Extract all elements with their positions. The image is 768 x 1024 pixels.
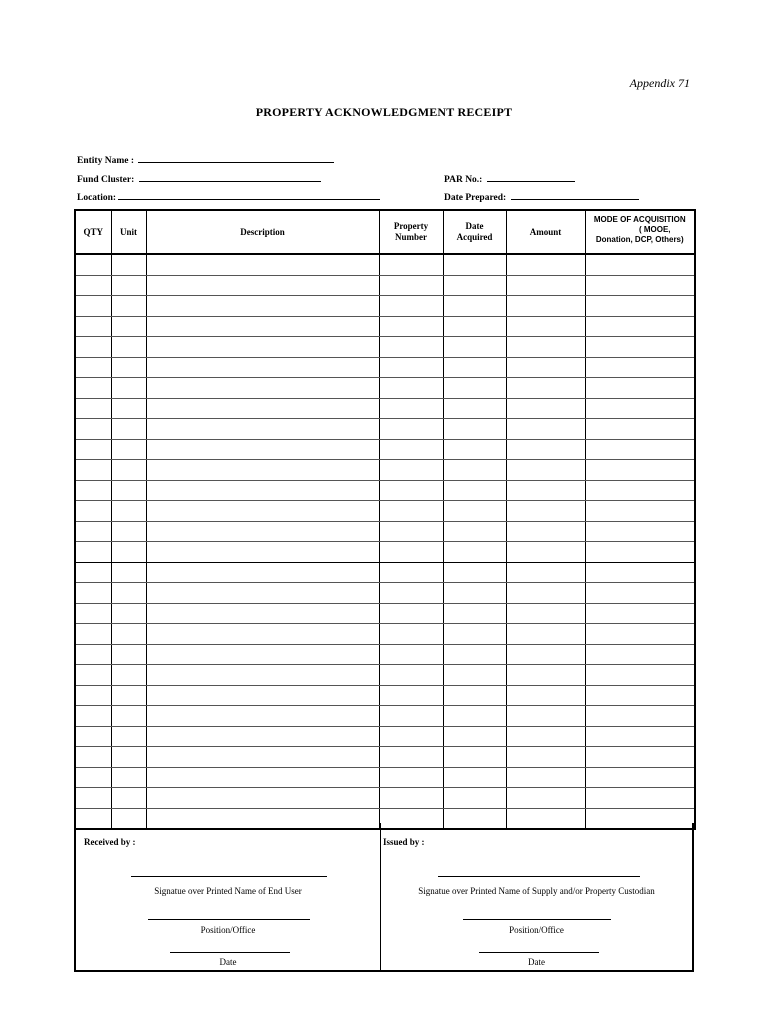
received-position-caption: Position/Office <box>200 925 256 935</box>
date-acquired-cell[interactable] <box>443 275 506 296</box>
page-title: PROPERTY ACKNOWLEDGMENT RECEIPT <box>255 105 513 119</box>
table-body <box>75 254 695 829</box>
unit-cell[interactable] <box>111 562 146 583</box>
table-row <box>75 296 695 317</box>
issued-position-caption: Position/Office <box>509 925 564 935</box>
description-cell[interactable] <box>146 357 379 378</box>
unit-cell[interactable] <box>111 665 146 686</box>
property-number-cell[interactable] <box>379 316 443 337</box>
qty-cell[interactable] <box>75 788 111 809</box>
entity-name-line[interactable] <box>138 153 334 163</box>
mode-of-acquisition-header: MODE OF ACQUISITION ( MOOE, Donation, DCP, Others) <box>585 210 695 254</box>
qty-cell[interactable] <box>75 665 111 686</box>
table-row <box>75 460 695 481</box>
amount-cell[interactable] <box>506 460 585 481</box>
unit-cell[interactable] <box>111 460 146 481</box>
qty-cell[interactable] <box>75 685 111 706</box>
date-acquired-cell[interactable] <box>443 644 506 665</box>
description-cell[interactable] <box>146 460 379 481</box>
mode-of-acquisition-cell[interactable] <box>585 644 695 665</box>
unit-cell[interactable] <box>111 439 146 460</box>
table-row <box>75 439 695 460</box>
mode-of-acquisition-cell[interactable] <box>585 583 695 604</box>
unit-cell[interactable] <box>111 398 146 419</box>
issued-signature-line[interactable] <box>438 876 640 877</box>
property-number-cell[interactable] <box>379 747 443 768</box>
amount-cell[interactable] <box>506 521 585 542</box>
qty-cell[interactable] <box>75 624 111 645</box>
mode-of-acquisition-cell[interactable] <box>585 439 695 460</box>
unit-cell[interactable] <box>111 378 146 399</box>
unit-cell[interactable] <box>111 726 146 747</box>
mode-of-acquisition-cell[interactable] <box>585 357 695 378</box>
unit-cell[interactable] <box>111 747 146 768</box>
description-cell[interactable] <box>146 254 379 275</box>
qty-cell[interactable] <box>75 357 111 378</box>
date-acquired-cell[interactable] <box>443 296 506 317</box>
table-row <box>75 357 695 378</box>
table-row <box>75 337 695 358</box>
date-prepared-line[interactable] <box>511 190 639 200</box>
description-cell[interactable] <box>146 296 379 317</box>
amount-cell[interactable] <box>506 254 585 275</box>
table-row <box>75 316 695 337</box>
par-no-field <box>444 172 575 185</box>
description-cell[interactable] <box>146 275 379 296</box>
unit-cell[interactable] <box>111 419 146 440</box>
qty-cell[interactable] <box>75 501 111 522</box>
description-header: Description <box>146 210 379 254</box>
table-row <box>75 747 695 768</box>
table-row <box>75 767 695 788</box>
table-row <box>75 521 695 542</box>
property-number-cell[interactable] <box>379 706 443 727</box>
property-number-cell[interactable] <box>379 378 443 399</box>
amount-cell[interactable] <box>506 296 585 317</box>
description-cell[interactable] <box>146 419 379 440</box>
property-number-cell[interactable] <box>379 419 443 440</box>
amount-cell[interactable] <box>506 624 585 645</box>
qty-cell[interactable] <box>75 460 111 481</box>
unit-cell[interactable] <box>111 254 146 275</box>
qty-cell[interactable] <box>75 378 111 399</box>
mode-of-acquisition-cell[interactable] <box>585 767 695 788</box>
received-date-line[interactable] <box>170 952 290 953</box>
qty-cell[interactable] <box>75 747 111 768</box>
received-signature-line[interactable] <box>131 876 327 877</box>
unit-cell[interactable] <box>111 480 146 501</box>
mode-of-acquisition-cell[interactable] <box>585 685 695 706</box>
received-position-line[interactable] <box>148 919 310 920</box>
unit-cell[interactable] <box>111 583 146 604</box>
mode-of-acquisition-cell[interactable] <box>585 726 695 747</box>
qty-cell[interactable] <box>75 521 111 542</box>
date-acquired-cell[interactable] <box>443 542 506 563</box>
qty-cell[interactable] <box>75 480 111 501</box>
issued-date-caption: Date <box>528 957 545 967</box>
property-number-cell[interactable] <box>379 501 443 522</box>
property-number-cell[interactable] <box>379 767 443 788</box>
description-cell[interactable] <box>146 501 379 522</box>
mode-of-acquisition-cell[interactable] <box>585 562 695 583</box>
property-number-cell[interactable] <box>379 726 443 747</box>
date-acquired-cell[interactable] <box>443 747 506 768</box>
description-cell[interactable] <box>146 583 379 604</box>
date-acquired-cell[interactable] <box>443 685 506 706</box>
amount-cell[interactable] <box>506 337 585 358</box>
fund-cluster-field <box>77 172 321 185</box>
qty-cell[interactable] <box>75 583 111 604</box>
date-acquired-cell[interactable] <box>443 480 506 501</box>
amount-cell[interactable] <box>506 788 585 809</box>
date-acquired-cell[interactable] <box>443 665 506 686</box>
date-acquired-cell[interactable] <box>443 521 506 542</box>
property-number-cell[interactable] <box>379 439 443 460</box>
amount-cell[interactable] <box>506 501 585 522</box>
description-cell[interactable] <box>146 747 379 768</box>
received-date-caption: Date <box>219 957 237 967</box>
description-cell[interactable] <box>146 521 379 542</box>
mode-of-acquisition-cell[interactable] <box>585 254 695 275</box>
mode-of-acquisition-cell[interactable] <box>585 275 695 296</box>
table-row <box>75 275 695 296</box>
items-table <box>74 209 696 830</box>
unit-cell[interactable] <box>111 275 146 296</box>
amount-cell[interactable] <box>506 665 585 686</box>
unit-cell[interactable] <box>111 706 146 727</box>
mode-of-acquisition-cell[interactable] <box>585 603 695 624</box>
appendix-label: Appendix 71 <box>629 76 690 90</box>
received-by-panel <box>76 823 381 970</box>
received-by-label: Received by : <box>84 837 136 847</box>
date-acquired-cell[interactable] <box>443 603 506 624</box>
description-cell[interactable] <box>146 685 379 706</box>
table-row <box>75 419 695 440</box>
qty-cell[interactable] <box>75 254 111 275</box>
property-number-cell[interactable] <box>379 357 443 378</box>
table-row <box>75 603 695 624</box>
property-number-cell[interactable] <box>379 480 443 501</box>
amount-cell[interactable] <box>506 767 585 788</box>
property-number-cell[interactable] <box>379 788 443 809</box>
unit-cell[interactable] <box>111 521 146 542</box>
amount-cell[interactable] <box>506 439 585 460</box>
qty-cell[interactable] <box>75 726 111 747</box>
table-row <box>75 378 695 399</box>
table-row <box>75 254 695 275</box>
table-row <box>75 583 695 604</box>
unit-cell[interactable] <box>111 603 146 624</box>
description-cell[interactable] <box>146 337 379 358</box>
unit-cell[interactable] <box>111 316 146 337</box>
qty-cell[interactable] <box>75 337 111 358</box>
amount-cell[interactable] <box>506 480 585 501</box>
mode-of-acquisition-cell[interactable] <box>585 521 695 542</box>
mode-of-acquisition-cell[interactable] <box>585 501 695 522</box>
property-number-cell[interactable] <box>379 521 443 542</box>
fund-cluster-line[interactable] <box>139 172 321 182</box>
mode-of-acquisition-cell[interactable] <box>585 337 695 358</box>
issued-signature-caption: Signatue over Printed Name of Supply and/or Property Custodian <box>418 886 655 896</box>
property-number-cell[interactable] <box>379 296 443 317</box>
qty-cell[interactable] <box>75 398 111 419</box>
mode-of-acquisition-cell[interactable] <box>585 788 695 809</box>
unit-header: Unit <box>111 210 146 254</box>
location-label: Location: <box>77 193 117 203</box>
table-row <box>75 542 695 563</box>
table-row <box>75 788 695 809</box>
description-cell[interactable] <box>146 439 379 460</box>
date-acquired-cell[interactable] <box>443 378 506 399</box>
property-number-cell[interactable] <box>379 644 443 665</box>
table-row <box>75 726 695 747</box>
description-cell[interactable] <box>146 316 379 337</box>
qty-cell[interactable] <box>75 603 111 624</box>
property-number-cell[interactable] <box>379 665 443 686</box>
property-number-cell[interactable] <box>379 275 443 296</box>
unit-cell[interactable] <box>111 357 146 378</box>
mode-of-acquisition-cell[interactable] <box>585 747 695 768</box>
table-row <box>75 665 695 686</box>
description-cell[interactable] <box>146 624 379 645</box>
issued-position-line[interactable] <box>463 919 611 920</box>
date-acquired-cell[interactable] <box>443 419 506 440</box>
date-acquired-cell[interactable] <box>443 767 506 788</box>
table-row <box>75 501 695 522</box>
unit-cell[interactable] <box>111 296 146 317</box>
property-number-cell[interactable] <box>379 583 443 604</box>
entity-name-label: Entity Name : <box>77 156 134 166</box>
unit-cell[interactable] <box>111 542 146 563</box>
qty-cell[interactable] <box>75 419 111 440</box>
amount-cell[interactable] <box>506 542 585 563</box>
amount-cell[interactable] <box>506 583 585 604</box>
description-cell[interactable] <box>146 644 379 665</box>
date-acquired-cell[interactable] <box>443 337 506 358</box>
property-number-header: Property Number <box>379 210 443 254</box>
description-cell[interactable] <box>146 480 379 501</box>
qty-cell[interactable] <box>75 706 111 727</box>
signature-section <box>74 823 694 972</box>
table-header-row <box>75 210 695 254</box>
description-cell[interactable] <box>146 603 379 624</box>
fund-cluster-label: Fund Cluster: <box>77 175 135 185</box>
property-number-cell[interactable] <box>379 542 443 563</box>
mode-of-acquisition-cell[interactable] <box>585 480 695 501</box>
property-number-cell[interactable] <box>379 562 443 583</box>
amount-cell[interactable] <box>506 747 585 768</box>
description-cell[interactable] <box>146 378 379 399</box>
amount-cell[interactable] <box>506 419 585 440</box>
location-field <box>77 190 380 203</box>
table-row <box>75 480 695 501</box>
mode-of-acquisition-cell[interactable] <box>585 460 695 481</box>
mode-of-acquisition-cell[interactable] <box>585 624 695 645</box>
issued-by-label: Issued by : <box>383 837 425 847</box>
par-no-line[interactable] <box>487 172 575 182</box>
mode-of-acquisition-cell[interactable] <box>585 398 695 419</box>
date-prepared-field <box>444 190 639 203</box>
qty-cell[interactable] <box>75 644 111 665</box>
table-row <box>75 706 695 727</box>
mode-of-acquisition-cell[interactable] <box>585 665 695 686</box>
unit-cell[interactable] <box>111 624 146 645</box>
property-number-cell[interactable] <box>379 624 443 645</box>
amount-cell[interactable] <box>506 275 585 296</box>
date-acquired-cell[interactable] <box>443 460 506 481</box>
issued-date-line[interactable] <box>479 952 599 953</box>
mode-of-acquisition-cell[interactable] <box>585 419 695 440</box>
amount-cell[interactable] <box>506 603 585 624</box>
property-number-cell[interactable] <box>379 460 443 481</box>
date-prepared-label: Date Prepared: <box>444 193 507 203</box>
qty-cell[interactable] <box>75 542 111 563</box>
unit-cell[interactable] <box>111 644 146 665</box>
mode-of-acquisition-cell[interactable] <box>585 378 695 399</box>
date-acquired-cell[interactable] <box>443 583 506 604</box>
entity-name-field <box>77 153 334 166</box>
property-number-cell[interactable] <box>379 685 443 706</box>
unit-cell[interactable] <box>111 767 146 788</box>
property-number-cell[interactable] <box>379 337 443 358</box>
description-cell[interactable] <box>146 726 379 747</box>
amount-cell[interactable] <box>506 685 585 706</box>
amount-cell[interactable] <box>506 398 585 419</box>
description-cell[interactable] <box>146 788 379 809</box>
property-number-cell[interactable] <box>379 603 443 624</box>
mode-of-acquisition-cell[interactable] <box>585 542 695 563</box>
date-acquired-cell[interactable] <box>443 624 506 645</box>
table-row <box>75 624 695 645</box>
amount-cell[interactable] <box>506 357 585 378</box>
date-acquired-cell[interactable] <box>443 706 506 727</box>
date-acquired-cell[interactable] <box>443 398 506 419</box>
issued-by-panel <box>381 823 692 970</box>
description-cell[interactable] <box>146 398 379 419</box>
date-acquired-cell[interactable] <box>443 501 506 522</box>
location-line[interactable] <box>118 190 380 200</box>
qty-cell[interactable] <box>75 562 111 583</box>
unit-cell[interactable] <box>111 337 146 358</box>
qty-cell[interactable] <box>75 296 111 317</box>
amount-cell[interactable] <box>506 378 585 399</box>
description-cell[interactable] <box>146 542 379 563</box>
property-number-cell[interactable] <box>379 398 443 419</box>
qty-cell[interactable] <box>75 767 111 788</box>
table-row <box>75 644 695 665</box>
description-cell[interactable] <box>146 706 379 727</box>
table-row <box>75 685 695 706</box>
date-acquired-cell[interactable] <box>443 254 506 275</box>
description-cell[interactable] <box>146 665 379 686</box>
unit-cell[interactable] <box>111 685 146 706</box>
table-row <box>75 398 695 419</box>
received-signature-caption: Signatue over Printed Name of End User <box>154 886 302 896</box>
amount-cell[interactable] <box>506 726 585 747</box>
par-no-label: PAR No.: <box>444 175 483 185</box>
amount-cell[interactable] <box>506 644 585 665</box>
qty-cell[interactable] <box>75 316 111 337</box>
mode-of-acquisition-cell[interactable] <box>585 296 695 317</box>
date-acquired-cell[interactable] <box>443 439 506 460</box>
unit-cell[interactable] <box>111 501 146 522</box>
table-row <box>75 562 695 583</box>
qty-cell[interactable] <box>75 275 111 296</box>
date-acquired-cell[interactable] <box>443 316 506 337</box>
qty-cell[interactable] <box>75 439 111 460</box>
description-cell[interactable] <box>146 767 379 788</box>
property-number-cell[interactable] <box>379 254 443 275</box>
date-acquired-header: Date Acquired <box>443 210 506 254</box>
mode-of-acquisition-cell[interactable] <box>585 316 695 337</box>
date-acquired-cell[interactable] <box>443 357 506 378</box>
description-cell[interactable] <box>146 562 379 583</box>
amount-header: Amount <box>506 210 585 254</box>
mode-of-acquisition-cell[interactable] <box>585 706 695 727</box>
amount-cell[interactable] <box>506 706 585 727</box>
qty-header: QTY <box>75 210 111 254</box>
date-acquired-cell[interactable] <box>443 562 506 583</box>
amount-cell[interactable] <box>506 562 585 583</box>
date-acquired-cell[interactable] <box>443 726 506 747</box>
date-acquired-cell[interactable] <box>443 788 506 809</box>
amount-cell[interactable] <box>506 316 585 337</box>
unit-cell[interactable] <box>111 788 146 809</box>
